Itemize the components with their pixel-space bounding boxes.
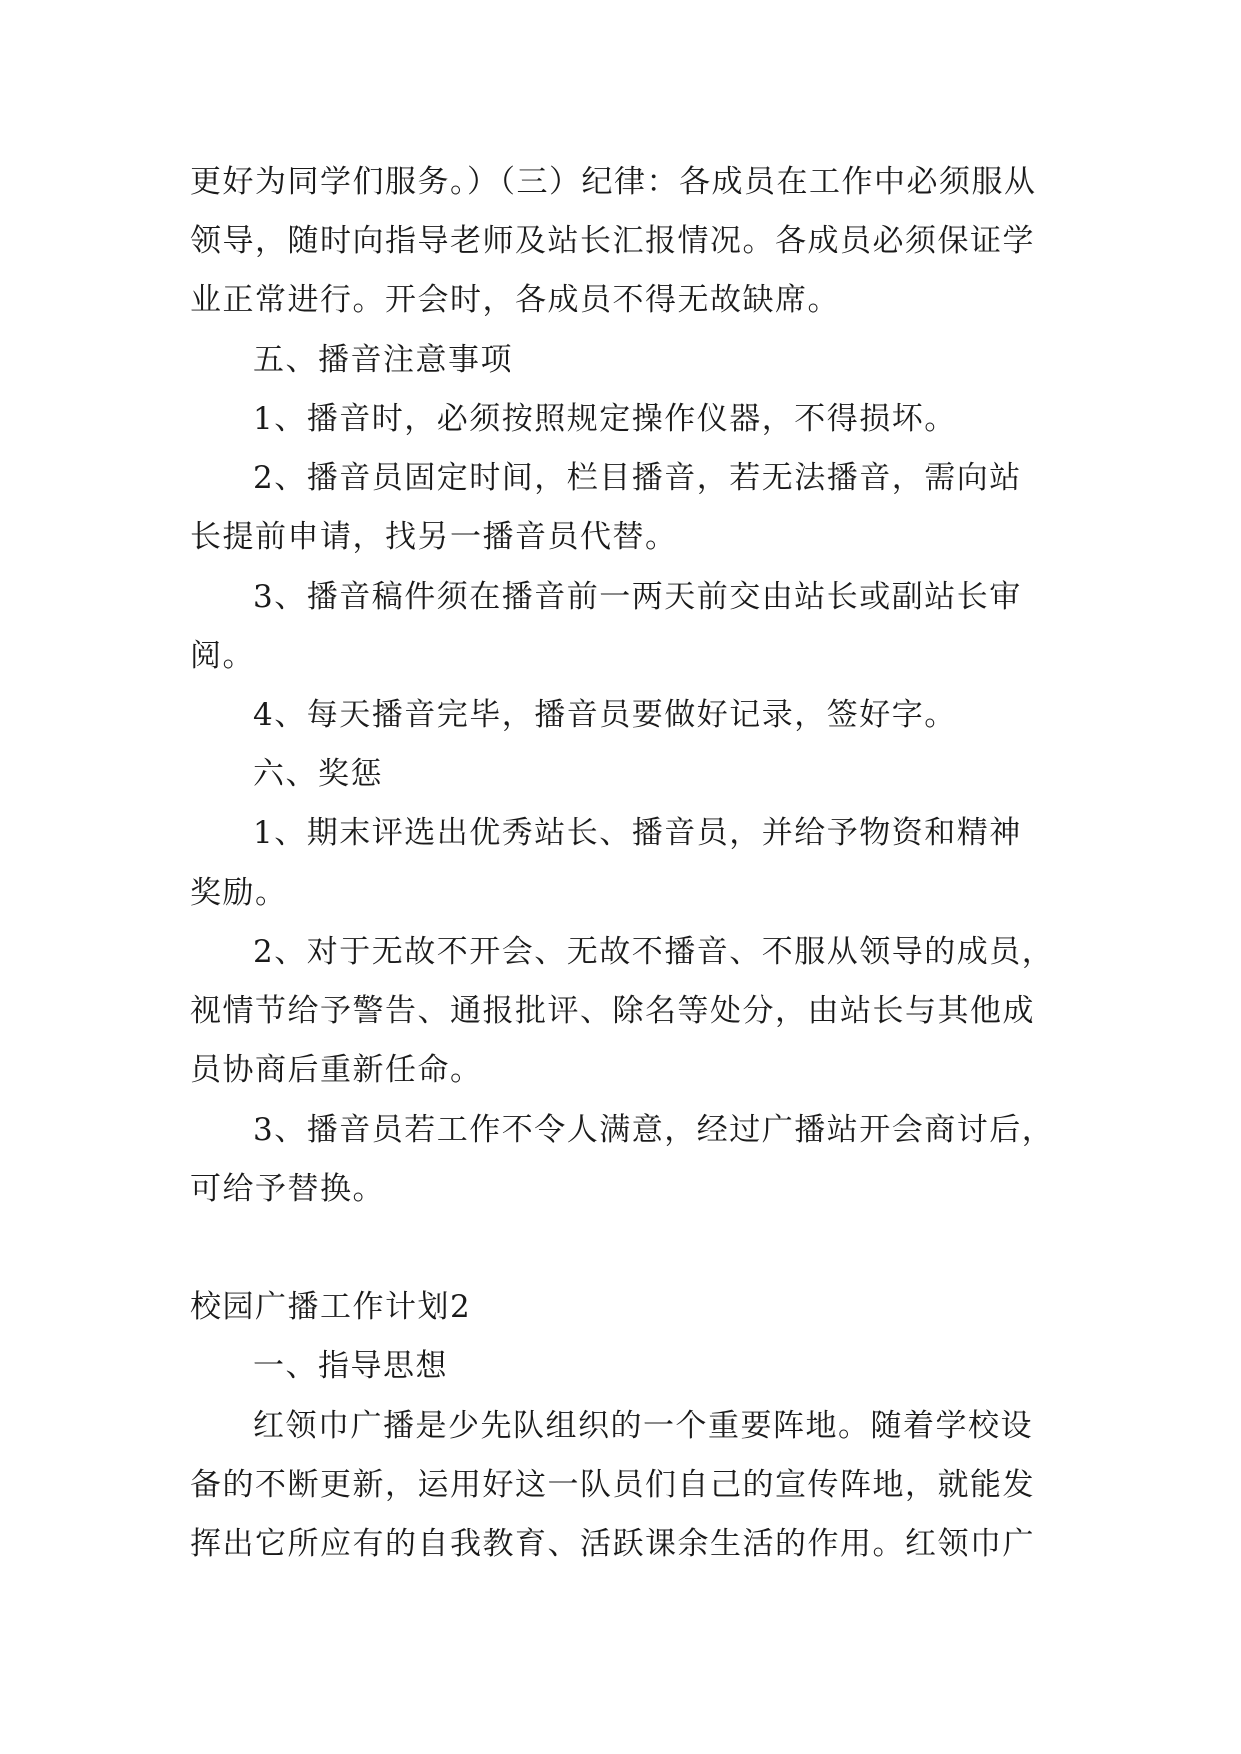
text-line: 挥出它所应有的自我教育、活跃课余生活的作用。红领巾广 <box>190 1526 1035 1562</box>
section-heading: 六、奖惩 <box>253 756 383 792</box>
text-line: 视情节给予警告、通报批评、除名等处分，由站长与其他成 <box>190 993 1035 1029</box>
text-line: 业正常进行。开会时，各成员不得无故缺席。 <box>190 282 840 318</box>
text-line: 1、播音时，必须按照规定操作仪器，不得损坏。 <box>253 401 957 437</box>
section-heading: 一、指导思想 <box>253 1348 448 1384</box>
text-line: 员协商后重新任命。 <box>190 1052 483 1088</box>
text-line: 1、期末评选出优秀站长、播音员，并给予物资和精神 <box>253 815 1022 851</box>
text-line: 2、对于无故不开会、无故不播音、不服从领导的成员， <box>253 934 1055 970</box>
section-heading: 五、播音注意事项 <box>253 342 513 378</box>
text-line: 更好为同学们服务。）（三）纪律：各成员在工作中必须服从 <box>190 164 1037 200</box>
text-line: 3、播音稿件须在播音前一两天前交由站长或副站长审 <box>253 579 1022 615</box>
text-line: 阅。 <box>190 638 255 674</box>
text-line: 备的不断更新，运用好这一队员们自己的宣传阵地，就能发 <box>190 1467 1035 1503</box>
text-line: 长提前申请，找另一播音员代替。 <box>190 519 678 555</box>
document-title: 校园广播工作计划2 <box>190 1289 472 1325</box>
text-line: 可给予替换。 <box>190 1171 385 1207</box>
text-line: 领导，随时向指导老师及站长汇报情况。各成员必须保证学 <box>190 223 1035 259</box>
text-line: 3、播音员若工作不令人满意，经过广播站开会商讨后， <box>253 1112 1055 1148</box>
text-line: 奖励。 <box>190 875 288 911</box>
text-line: 2、播音员固定时间，栏目播音，若无法播音，需向站 <box>253 460 1022 496</box>
text-line: 红领巾广播是少先队组织的一个重要阵地。随着学校设 <box>253 1408 1033 1444</box>
text-line: 4、每天播音完毕，播音员要做好记录，签好字。 <box>253 697 957 733</box>
